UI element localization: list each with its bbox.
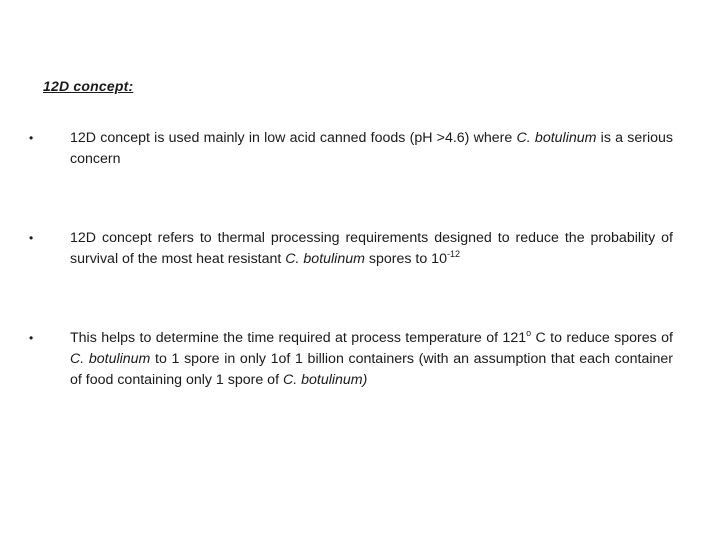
bullet-superscript: -12: [446, 249, 460, 259]
bullet-text-segment: 12D concept is used mainly in low acid canned foods (pH >4.6) where: [70, 130, 517, 146]
bullet-item: [29, 228, 673, 270]
bullet-text-segment: spores to 10: [364, 251, 447, 267]
bullet-text-segment: C to reduce spores of: [531, 330, 673, 346]
bullet-text-segment: to 1 spore in only 1of 1 billion containers (with an assumption that each container of food containing only 1 spore of: [70, 351, 673, 388]
bullet-dot-icon: •: [29, 331, 34, 345]
bullet-text-segment: 12D concept refers to thermal processing requirements designed to reduce the probability of survival of the most heat resistant: [70, 230, 673, 267]
slide-title: 12D concept:: [43, 78, 134, 94]
bullet-dot-icon: •: [29, 131, 34, 145]
bullet-superscript: o: [526, 328, 532, 338]
bullet-italic-term: C. botulinum: [516, 130, 597, 146]
bullet-text: [70, 128, 673, 170]
bullet-italic-term: C. botulinum): [282, 372, 368, 388]
bullet-text-segment: is a serious concern: [70, 130, 674, 167]
bullet-italic-term: C. botulinum: [70, 351, 151, 367]
bullet-item: [29, 128, 673, 170]
bullet-text: [70, 328, 673, 391]
bullet-italic-term: C. botulinum: [285, 251, 365, 267]
bullet-dot-icon: •: [29, 231, 34, 245]
bullet-text: [70, 228, 673, 270]
bullet-text-segment: This helps to determine the time required at process temperature of 121: [70, 330, 527, 346]
bullet-item: [29, 328, 673, 391]
